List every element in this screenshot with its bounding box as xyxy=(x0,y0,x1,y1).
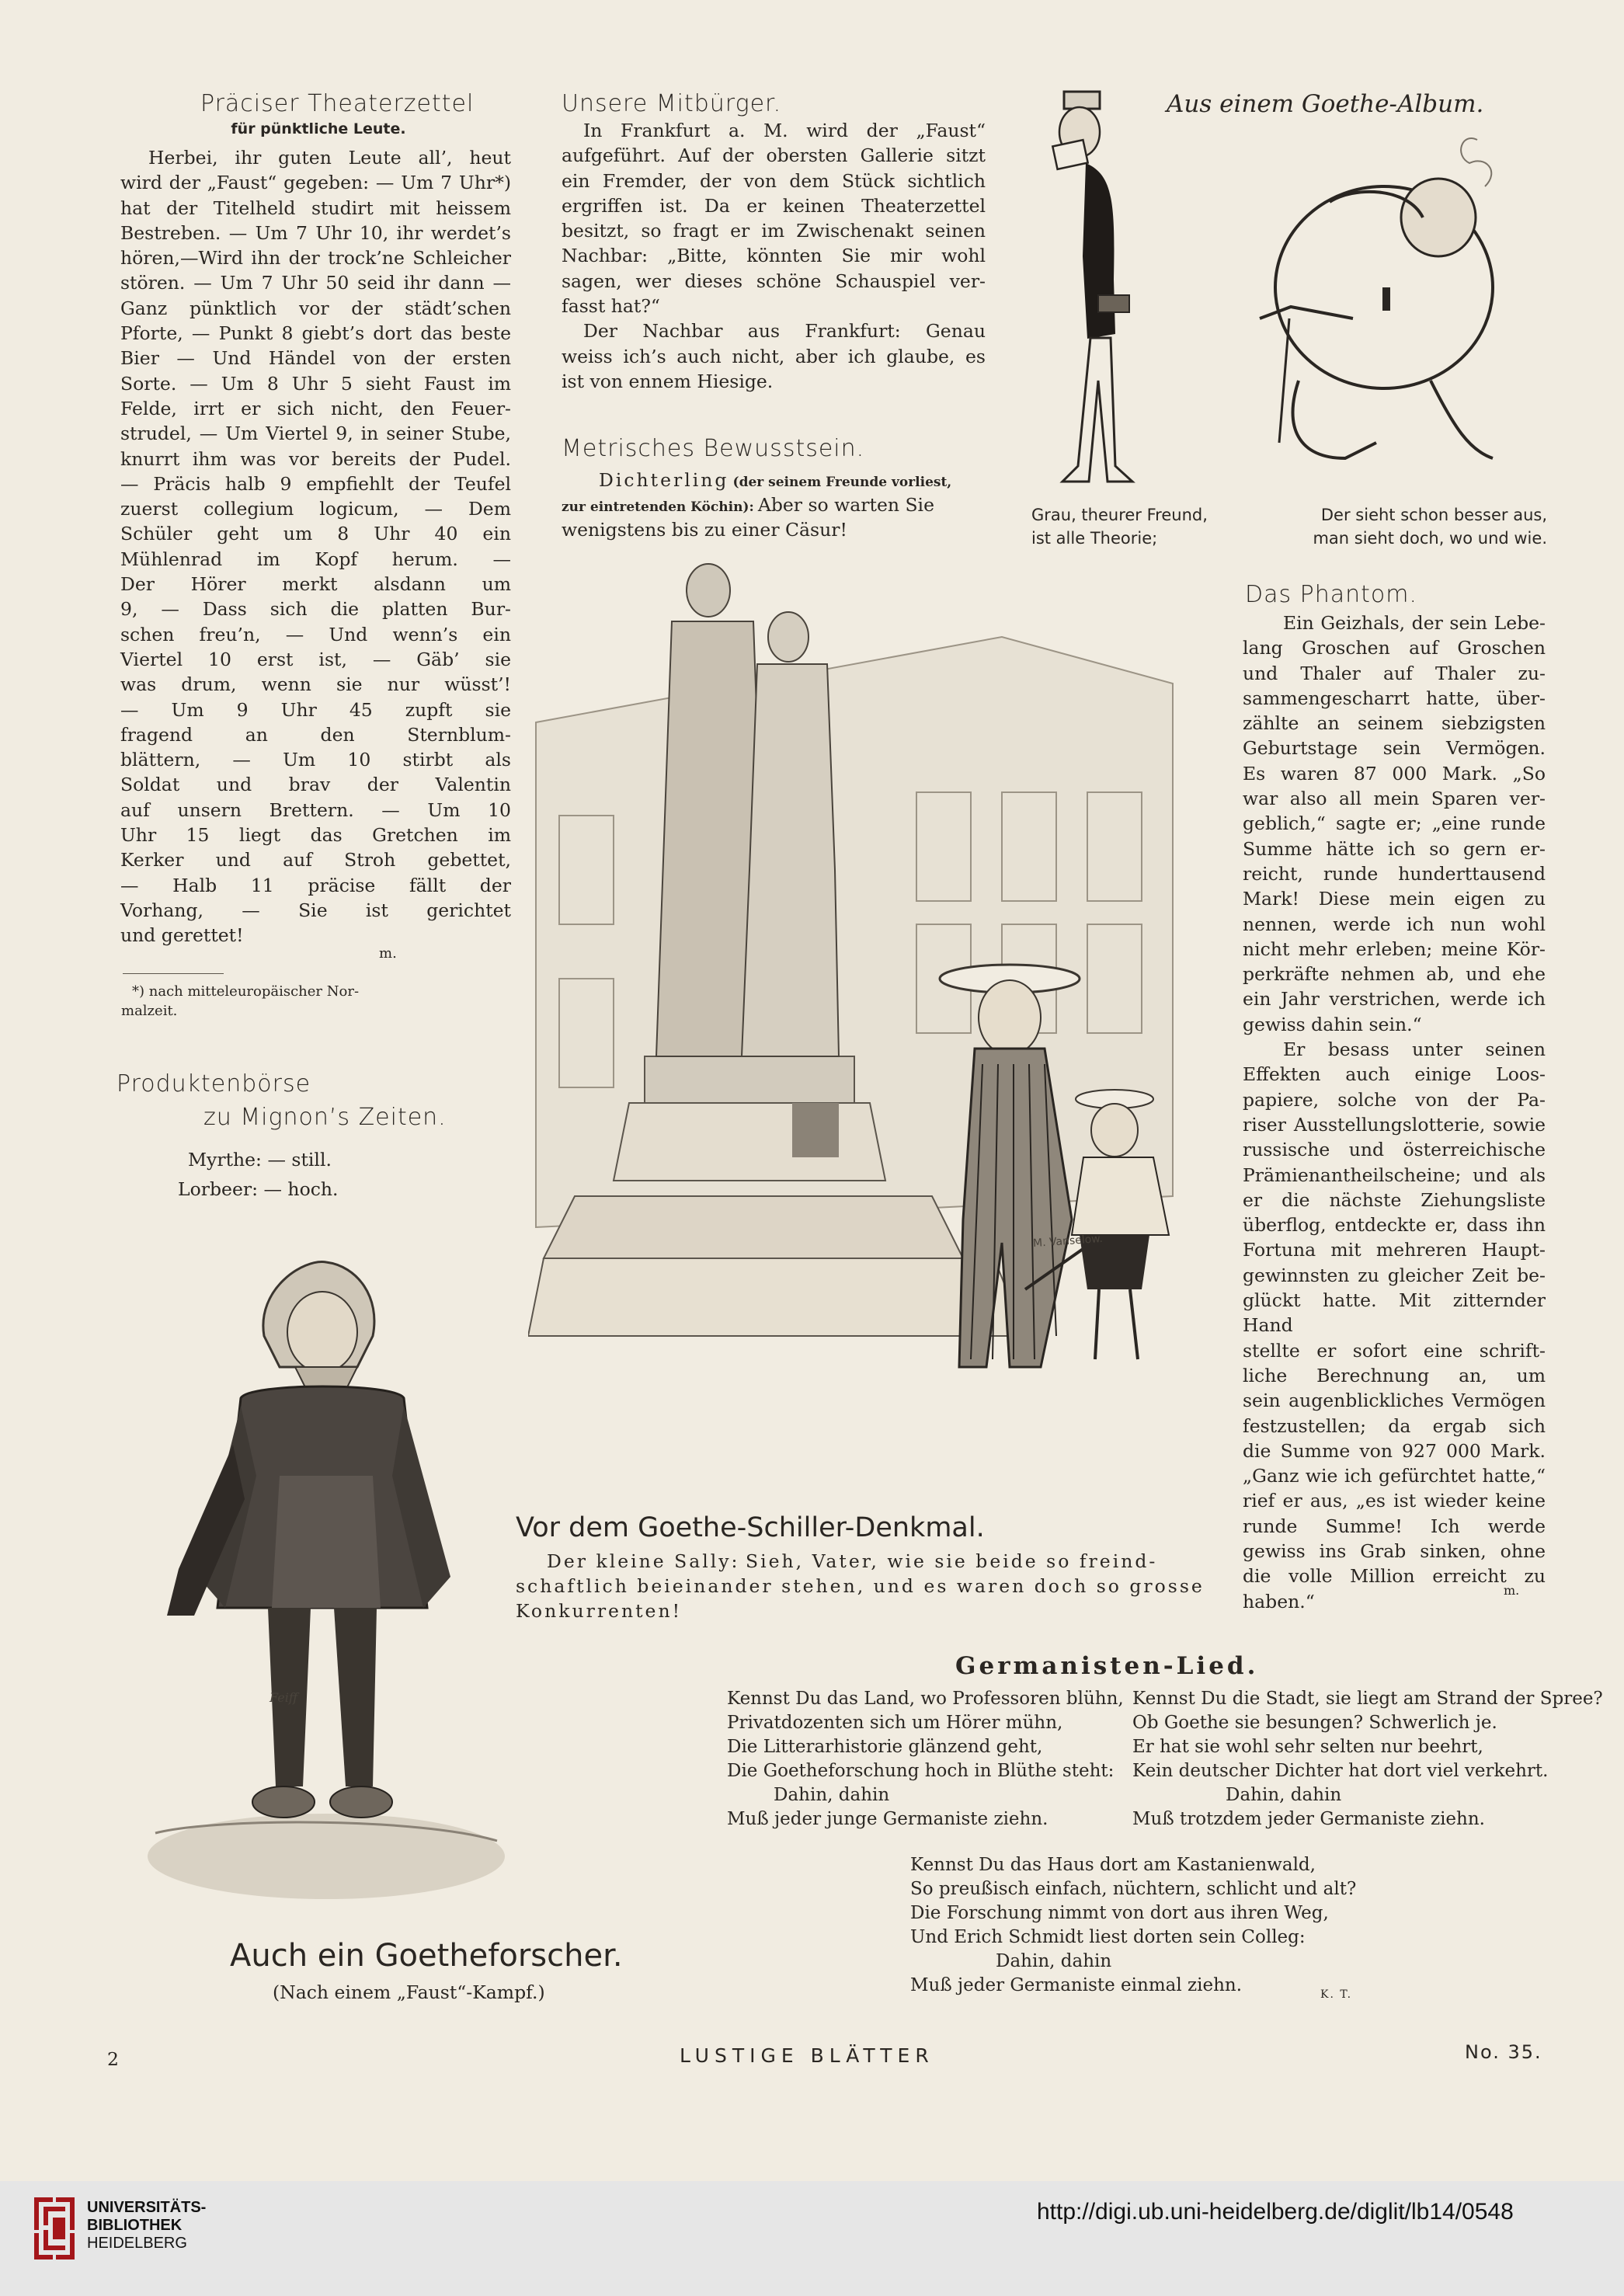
mitbuerger-line: besitzt, so fragt er im Zwischenakt seinen xyxy=(562,220,986,242)
theaterzettel-line: 9, — Dass sich die platten Bur- xyxy=(120,598,511,621)
phantom-line: zählte an seinem siebzigsten xyxy=(1243,712,1546,735)
mitbuerger-line: In Frankfurt a. M. wird der „Faust“ xyxy=(583,120,986,141)
stout-man-illustration xyxy=(1252,132,1547,466)
germanisten-line: Und Erich Schmidt liest dorten sein Colleg: xyxy=(910,1927,1306,1947)
mitbuerger-line: Der Nachbar aus Frankfurt: Genau xyxy=(583,320,986,343)
library-name-line: BIBLIOTHEK xyxy=(87,2217,183,2234)
album-caption-left xyxy=(1031,503,1208,550)
theaterzettel-line: knurrt ihm was vor bereits der Pudel. xyxy=(120,447,511,470)
theaterzettel-line: Bestreben. — Um 7 Uhr 10, ihr werdet’s xyxy=(120,221,511,244)
germanisten-line: So preußisch einfach, nüchtern, schlicht und alt? xyxy=(910,1879,1357,1899)
phantom-signature: m. xyxy=(1504,1583,1520,1598)
phantom-line: stellte er sofort eine schrift- xyxy=(1243,1339,1546,1362)
phantom-line: glückt hatte. Mit zitternder Hand xyxy=(1243,1289,1546,1337)
germanisten-line: Die Litterarhistorie glänzend geht, xyxy=(727,1737,1043,1757)
phantom-line: haben.“ xyxy=(1243,1590,1315,1612)
caption-line: Grau, theurer Freund, xyxy=(1031,506,1208,524)
phantom-line: ein Jahr verstrichen, werde ich xyxy=(1243,988,1546,1011)
phantom-line: die volle Million erreicht zu xyxy=(1243,1565,1546,1588)
phantom-line: Es waren 87 000 Mark. „So xyxy=(1243,762,1546,784)
theaterzettel-line: auf unsern Brettern. — Um 10 xyxy=(120,798,511,821)
phantom-line: „Ganz wie ich gefürchtet hatte,“ xyxy=(1243,1465,1546,1487)
germanisten-line: Kennst Du die Stadt, sie liegt am Strand der Spree? xyxy=(1132,1689,1603,1709)
germanisten-line: Muß jeder junge Germaniste ziehn. xyxy=(727,1809,1048,1829)
denkmal-caption-line: Sieh, Vater, wie sie beide so freind- xyxy=(745,1550,1158,1572)
phantom-line: und Thaler auf Thaler zu- xyxy=(1243,662,1546,684)
phantom-line: russische und österreichische xyxy=(1243,1139,1546,1161)
album-caption-right xyxy=(1291,503,1547,550)
theaterzettel-line: hat der Titelheld studirt mit heissem xyxy=(120,197,511,219)
thin-student-illustration xyxy=(1024,78,1163,497)
theaterzettel-line: — Präcis halb 9 empfiehlt der Teufel xyxy=(120,472,511,495)
mitbuerger-line: sagen, wer dieses schöne Schauspiel ver- xyxy=(562,270,986,292)
phantom-line: Ein Geizhals, der sein Lebe- xyxy=(1283,612,1546,634)
page-number: 2 xyxy=(107,2048,119,2070)
phantom-line: überflog, entdeckte er, dass ihn xyxy=(1243,1214,1546,1237)
theaterzettel-line: Herbei, ihr guten Leute all’, heut xyxy=(148,147,511,169)
denkmal-caption-line: Konkurrenten! xyxy=(516,1600,683,1622)
library-name-line: UNIVERSITÄTS- xyxy=(87,2199,207,2216)
phantom-line: Summe hätte ich so gern er- xyxy=(1243,837,1546,860)
phantom-line: Geburtstage sein Vermögen. xyxy=(1243,737,1546,760)
phantom-line: gewinnsten zu gleicher Zeit be- xyxy=(1243,1264,1546,1286)
metrisches-line: Aber so warten Sie xyxy=(757,494,934,516)
germanisten-line: Ob Goethe sie besungen? Schwerlich je. xyxy=(1132,1713,1497,1733)
germanisten-line: Die Forschung nimmt von dort aus ihren Weg, xyxy=(910,1903,1329,1923)
metrisches-title: Metrisches Bewusstsein. xyxy=(562,435,865,462)
germanisten-line: Kennst Du das Haus dort am Kastanienwald, xyxy=(910,1855,1316,1875)
phantom-line: perkräfte nehmen ab, und ehe xyxy=(1243,963,1546,986)
germanisten-stanza-3 xyxy=(910,1853,1356,1998)
footnote-line: malzeit. xyxy=(121,1003,178,1019)
theaterzettel-line: stören. — Um 7 Uhr 50 seid ihr dann — xyxy=(120,272,511,294)
theaterzettel-line: wird der „Faust“ gegeben: — Um 7 Uhr*) xyxy=(120,172,511,194)
mitbuerger-title: Unsere Mitbürger. xyxy=(562,90,782,117)
phantom-line: reicht, runde hunderttausend xyxy=(1243,862,1546,885)
theaterzettel-line: hören,—Wird ihn der trock’ne Schleicher xyxy=(120,247,511,270)
phantom-line: riser Ausstellungslotterie, sowie xyxy=(1243,1113,1546,1136)
theaterzettel-line: Kerker und auf Stroh gebettet, xyxy=(120,849,511,871)
phantom-line: war also all mein Sparen ver- xyxy=(1243,788,1546,810)
phantom-line: nennen, werde ich nun wohl xyxy=(1243,913,1546,935)
germanisten-signature: K. T. xyxy=(1320,1988,1353,2001)
produktenboerse-title: Produktenbörse xyxy=(116,1070,311,1098)
phantom-line: papiere, solche von der Pa- xyxy=(1243,1088,1546,1111)
footnote-divider xyxy=(123,973,224,974)
metrisches-speaker: Dichterling xyxy=(599,469,729,491)
theaterzettel-footnote xyxy=(121,982,360,1021)
goetheforscher-subtitle: (Nach einem „Faust“-Kampf.) xyxy=(273,1981,545,2003)
theaterzettel-line: Ganz pünktlich vor der städt’schen xyxy=(120,297,511,319)
mitbuerger-text xyxy=(562,118,986,394)
theaterzettel-line: strudel, — Um Viertel 9, in seiner Stube, xyxy=(120,423,511,445)
denkmal-speaker: Der kleine Sally: xyxy=(547,1550,740,1572)
theaterzettel-line: Pforte, — Punkt 8 giebt’s dort das beste xyxy=(120,322,511,345)
theaterzettel-line: fragend an den Sternblum- xyxy=(120,723,511,746)
germanisten-stanza-2 xyxy=(1132,1687,1603,1832)
theaterzettel-line: Soldat und brav der Valentin xyxy=(120,774,511,796)
theaterzettel-line: Der Hörer merkt alsdann um xyxy=(120,573,511,596)
metrisches-stage-note: zur eintretenden Köchin): xyxy=(562,499,754,515)
phantom-line: sein augenblickliches Vermögen xyxy=(1243,1390,1546,1412)
library-name-line: HEIDELBERG xyxy=(87,2235,187,2252)
theaterzettel-line: Sorte. — Um 8 Uhr 5 sieht Faust im xyxy=(120,372,511,395)
germanisten-title: Germanisten-Lied. xyxy=(955,1652,1259,1680)
mitbuerger-line: aufgeführt. Auf der obersten Gallerie sitzt xyxy=(562,144,986,167)
metrisches-text xyxy=(562,468,986,542)
theaterzettel-title: Präciser Theaterzettel xyxy=(200,90,475,117)
produktenboerse-item: Lorbeer: — hoch. xyxy=(178,1178,339,1200)
mitbuerger-line: weiss ich’s auch nicht, aber ich glaube, es xyxy=(562,345,986,367)
phantom-line: Prämienantheilscheine; und als xyxy=(1243,1164,1546,1186)
phantom-line: sammengescharrt hatte, über- xyxy=(1243,687,1546,709)
phantom-title: Das Phantom. xyxy=(1245,581,1418,608)
source-url-link[interactable]: http://digi.ub.uni-heidelberg.de/diglit/lb14/0548 xyxy=(1037,2199,1514,2225)
phantom-line: liche Berechnung an, um xyxy=(1243,1364,1546,1386)
goethe-album-title: Aus einem Goethe-Album. xyxy=(1167,90,1484,118)
goethe-schiller-monument-illustration xyxy=(528,559,1243,1468)
germanisten-line: Er hat sie wohl sehr selten nur beehrt, xyxy=(1132,1737,1483,1757)
mitbuerger-line: ist von ennem Hiesige. xyxy=(562,370,774,392)
issue-number: No. 35. xyxy=(1465,2041,1542,2063)
theaterzettel-line: Viertel 10 erst ist, — Gäb’ sie xyxy=(120,648,511,670)
phantom-line: runde Summe! Ich werde xyxy=(1243,1515,1546,1537)
theaterzettel-line: schen freu’n, — Und wenn’s ein xyxy=(120,623,511,645)
produktenboerse-item: Myrthe: — still. xyxy=(188,1149,332,1171)
phantom-line: er die nächste Ziehungsliste xyxy=(1243,1188,1546,1211)
germanisten-line: Dahin, dahin xyxy=(996,1951,1112,1971)
theaterzettel-subtitle: für pünktliche Leute. xyxy=(231,120,406,137)
germanisten-line: Muß trotzdem jeder Germaniste ziehn. xyxy=(1132,1809,1485,1829)
denkmal-caption-line: schaftlich beieinander stehen, und es waren doch so grosse xyxy=(516,1575,1205,1597)
denkmal-title: Vor dem Goethe-Schiller-Denkmal. xyxy=(516,1512,985,1543)
goetheforscher-title: Auch ein Goetheforscher. xyxy=(230,1938,623,1974)
metrisches-line: wenigstens bis zu einer Cäsur! xyxy=(562,519,847,541)
theaterzettel-line: Uhr 15 liegt das Gretchen im xyxy=(120,824,511,847)
germanisten-line: Privatdozenten sich um Hörer mühn, xyxy=(727,1713,1063,1733)
metrisches-stage-note: (der seinem Freunde vorliest, xyxy=(732,475,952,490)
caption-line: ist alle Theorie; xyxy=(1031,529,1158,548)
library-logo-icon xyxy=(30,2194,79,2263)
germanisten-line: Dahin, dahin xyxy=(1226,1785,1342,1805)
goetheforscher-artist: Feiff xyxy=(270,1690,298,1705)
germanisten-line: Dahin, dahin xyxy=(774,1785,890,1805)
magazine-name: LUSTIGE BLÄTTER xyxy=(680,2044,934,2067)
denkmal-caption xyxy=(516,1549,1215,1623)
goetheforscher-illustration xyxy=(124,1243,520,1911)
germanisten-stanza-1 xyxy=(727,1687,1124,1832)
theaterzettel-signature: m. xyxy=(379,945,397,962)
phantom-line: rief er aus, „es ist wieder keine xyxy=(1243,1490,1546,1512)
germanisten-line: Kein deutscher Dichter hat dort viel verkehrt. xyxy=(1132,1761,1549,1781)
phantom-line: Effekten auch einige Loos- xyxy=(1243,1063,1546,1086)
phantom-text xyxy=(1243,611,1546,1614)
germanisten-line: Muß jeder Germaniste einmal ziehn. xyxy=(910,1975,1243,1995)
theaterzettel-line: zuerst collegium logicum, — Dem xyxy=(120,498,511,520)
theaterzettel-line: — Halb 11 präcise fällt der xyxy=(120,874,511,896)
theaterzettel-line: Felde, irrt er sich nicht, den Feuer- xyxy=(120,397,511,419)
denkmal-artist: M. Vanselow. xyxy=(1032,1232,1104,1251)
caption-line: Der sieht schon besser aus, xyxy=(1320,506,1547,524)
theaterzettel-line: Mühlenrad im Kopf herum. — xyxy=(120,548,511,570)
phantom-line: die Summe von 927 000 Mark. xyxy=(1243,1439,1546,1462)
theaterzettel-line: Bier — Und Händel von der ersten xyxy=(120,347,511,370)
phantom-line: nicht mehr erleben; meine Kör- xyxy=(1243,938,1546,960)
theaterzettel-line: und gerettet! xyxy=(120,924,244,947)
phantom-line: gewiss ins Grab sinken, ohne xyxy=(1243,1539,1546,1562)
mitbuerger-line: Nachbar: „Bitte, könnten Sie mir wohl xyxy=(562,245,986,267)
theaterzettel-line: Schüler geht um 8 Uhr 40 ein xyxy=(120,523,511,545)
germanisten-line: Die Goetheforschung hoch in Blüthe steht: xyxy=(727,1761,1115,1781)
theaterzettel-line: — Um 9 Uhr 45 zupft sie xyxy=(120,698,511,721)
produktenboerse-subtitle: zu Mignon’s Zeiten. xyxy=(203,1104,447,1131)
theaterzettel-text xyxy=(120,145,511,948)
phantom-line: lang Groschen auf Groschen xyxy=(1243,637,1546,659)
footnote-line: *) nach mitteleuropäischer Nor- xyxy=(132,983,360,1000)
theaterzettel-line: blättern, — Um 10 stirbt als xyxy=(120,749,511,771)
phantom-line: Fortuna mit mehreren Haupt- xyxy=(1243,1239,1546,1261)
phantom-line: festzustellen; da ergab sich xyxy=(1243,1414,1546,1437)
theaterzettel-line: Vorhang, — Sie ist gerichtet xyxy=(120,899,511,921)
mitbuerger-line: ein Fremder, der von dem Stück sichtlich xyxy=(562,169,986,192)
library-name xyxy=(87,2199,206,2253)
phantom-line: gewiss dahin sein.“ xyxy=(1243,1013,1422,1035)
mitbuerger-line: ergriffen ist. Da er keinen Theaterzettel xyxy=(562,194,986,217)
germanisten-line: Kennst Du das Land, wo Professoren blühn, xyxy=(727,1689,1124,1709)
mitbuerger-line: fasst hat?“ xyxy=(562,295,660,318)
phantom-line: geblich,“ sagte er; „eine runde xyxy=(1243,812,1546,835)
phantom-line: Er besass unter seinen xyxy=(1283,1038,1546,1061)
caption-line: man sieht doch, wo und wie. xyxy=(1313,529,1547,548)
phantom-line: Mark! Diese mein eigen zu xyxy=(1243,888,1546,910)
theaterzettel-line: was drum, wenn sie nur wüsst’! xyxy=(120,673,511,696)
